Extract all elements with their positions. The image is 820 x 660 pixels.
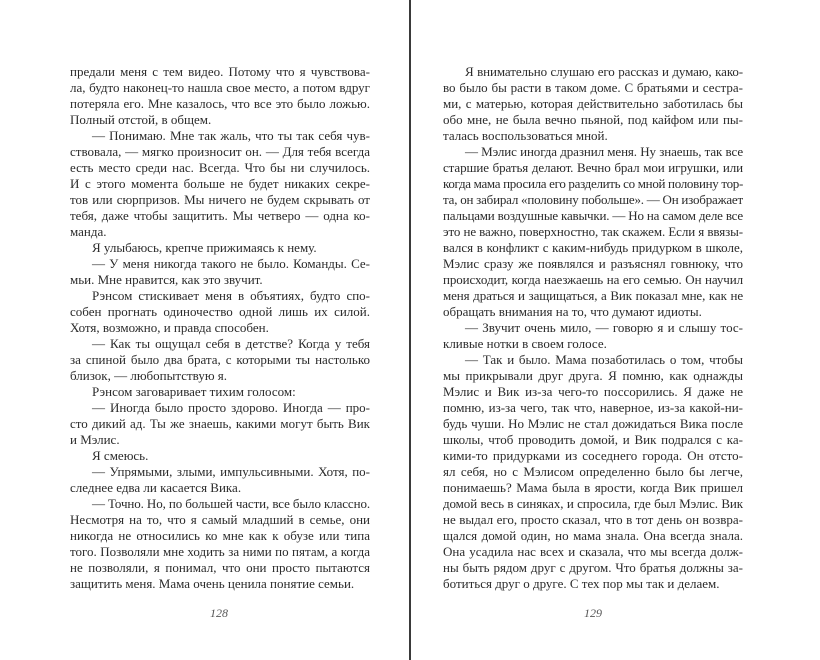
left-page: [0, 0, 409, 660]
text-line: не позволяли, я понимал, что они просто пытаются: [70, 560, 370, 575]
text-line: обращать внимания на то, что думают идиоты.: [443, 304, 702, 319]
text-line: — Понимаю. Мне так жаль, что ты так себя чув-: [92, 128, 370, 143]
paragraph: [70, 336, 370, 384]
text-line: та, он забирал «половину побольше». — Он изображает: [443, 192, 743, 207]
text-line: близок, — любопытствую я.: [70, 368, 228, 383]
text-line: талась воспользоваться мной.: [443, 128, 608, 143]
text-line: когда мама просила его разделить со мной половину тор-: [443, 176, 743, 191]
text-line: собен прогнать одиночество одной лишь их силой.: [70, 304, 370, 319]
text-line: есть место среди нас. Всегда. Что бы ни случилось.: [70, 160, 370, 175]
paragraph: [70, 64, 370, 128]
text-line: Рэнсом стискивает меня в объятиях, будто спо-: [92, 288, 370, 303]
text-line: мьи. Мне нравится, как это звучит.: [70, 272, 263, 287]
text-line: Полный отстой, в общем.: [70, 112, 212, 127]
text-line: Мэлис и Вик из-за чего-то поссорились. Я даже не: [443, 384, 743, 399]
text-line: это не важно, поверхностно, так скажем. Если я ввязы-: [443, 224, 743, 239]
text-line: ми, с матерью, которая действительно заботилась бы: [443, 96, 743, 111]
paragraph: [70, 400, 370, 448]
paragraph: [70, 288, 370, 336]
text-line: того. Позволяли мне ходить за ними по пятам, а когда: [70, 544, 370, 559]
paragraph: [443, 352, 743, 592]
text-line: Я улыбаюсь, крепче прижимаясь к нему.: [92, 240, 317, 255]
paragraph: [70, 448, 370, 464]
page-number-right: 129: [584, 606, 602, 620]
text-line: ял себя, но с Мэлисом определенно было бы легче,: [443, 464, 743, 479]
text-line: защитить меня. Мама очень ценила понятие семьи.: [70, 576, 355, 591]
text-line: никогда не относились ко мне как к обузе или типа: [70, 528, 370, 543]
text-line: ствовала, — мягко произносит он. — Для тебя всегда: [70, 144, 370, 159]
text-line: потеряла его. Мне казалось, что все это было ложью.: [70, 96, 370, 111]
text-line: обо мне, не была вечно пьяной, под кайфом или пы-: [443, 112, 743, 127]
text-line: ла, будто наконец-то нашла свое место, а потом вдруг: [70, 80, 370, 95]
text-line: старшие братья делают. Вечно брал мои игрушки, или: [443, 160, 743, 175]
text-line: не выдал его, просто сказал, что в тот день он возвра-: [443, 512, 743, 527]
text-line: домой весь в синяках, и спросила, где был Мэлис. Вик: [443, 496, 743, 511]
text-line: будь чуши. Но Мэлис не стал дожидаться Вика после: [443, 416, 743, 431]
text-line: следнее едва ли касается Вика.: [70, 480, 242, 495]
paragraph: [70, 240, 370, 256]
text-line: вался в конфликт с каким-нибудь придурком в школе,: [443, 240, 743, 255]
text-line: тов или сюрпризов. Мы ничего не будем скрывать от: [70, 192, 370, 207]
text-line: — Упрямыми, злыми, импульсивными. Хотя, по-: [92, 464, 370, 479]
text-line: школы, чтоб проводить домой, и Вик подрался с ка-: [443, 432, 743, 447]
text-line: сто дикий ад. Ты же знаешь, какими могут быть Вик: [70, 416, 370, 431]
text-line: Я внимательно слушаю его рассказ и думаю, како-: [465, 64, 743, 79]
text-line: щался домой один, но мама знала. Она всегда знала.: [443, 528, 743, 543]
paragraph: [443, 64, 743, 144]
paragraph: [70, 464, 370, 496]
text-line: — Так и было. Мама позаботилась о том, чтобы: [465, 352, 743, 367]
text-line: Несмотря на то, что я самый младший в семье, они: [70, 512, 370, 527]
paragraph: [443, 320, 743, 352]
text-line: — У меня никогда такого не было. Команды. Се-: [92, 256, 370, 271]
text-line: за спиной было два брата, с которыми ты настолько: [70, 352, 370, 367]
text-line: во было бы расти в таком доме. С братьями и сестра-: [443, 80, 743, 95]
left-page-text: [70, 64, 370, 592]
text-line: И с этого момента больше не будет никаких секре-: [70, 176, 370, 191]
text-line: Хотя, возможно, и правда способен.: [70, 320, 269, 335]
text-line: — Звучит очень мило, — говорю я и слышу тос-: [465, 320, 743, 335]
right-page: [411, 0, 820, 660]
text-line: и Мэлис.: [70, 432, 120, 447]
text-line: — Точно. Но, по большей части, все было классно.: [92, 496, 370, 511]
right-page-text: [443, 64, 743, 592]
text-line: — Как ты ощущал себя в детстве? Когда у тебя: [92, 336, 370, 351]
text-line: пальцами воздушные кавычки. — Но на самом деле все: [443, 208, 743, 223]
text-line: кливые нотки в своем голосе.: [443, 336, 607, 351]
text-line: понимаешь? Мама была в ярости, когда Вик пришел: [443, 480, 743, 495]
paragraph: [443, 144, 743, 320]
text-line: — Иногда было просто здорово. Иногда — про-: [92, 400, 370, 415]
text-line: происходит, когда наезжаешь на его семью. Он научил: [443, 272, 743, 287]
text-line: Она усадила нас всех и сказала, что мы всегда долж-: [443, 544, 743, 559]
text-line: ны быть рядом друг с другом. Что братья должны за-: [443, 560, 743, 575]
page-number-left: 128: [210, 606, 228, 620]
text-line: мы прикрывали друг друга. Я помню, как однажды: [443, 368, 743, 383]
paragraph: [70, 496, 370, 592]
text-line: манда.: [70, 224, 107, 239]
text-line: Я смеюсь.: [92, 448, 149, 463]
text-line: меня драться и защищаться, а Вик показал мне, как не: [443, 288, 743, 303]
paragraph: [70, 256, 370, 288]
text-line: Рэнсом заговаривает тихим голосом:: [92, 384, 296, 399]
text-line: предали меня с тем видео. Потому что я чувствова-: [70, 64, 370, 79]
text-line: кими-то придурками из соседнего города. Он отсто-: [443, 448, 743, 463]
paragraph: [70, 384, 370, 400]
text-line: Мэлис сразу же появлялся и разъяснял говнюку, что: [443, 256, 743, 271]
text-line: помню, из-за чего, так что, наверное, из-за какой-ни-: [443, 400, 743, 415]
text-line: ботиться друг о друге. С тех пор мы так и делаем.: [443, 576, 720, 591]
text-line: — Мэлис иногда дразнил меня. Ну знаешь, так все: [465, 144, 743, 159]
text-line: тебя, даже чтобы защитить. Мы четверо — одна ко-: [70, 208, 370, 223]
paragraph: [70, 128, 370, 240]
